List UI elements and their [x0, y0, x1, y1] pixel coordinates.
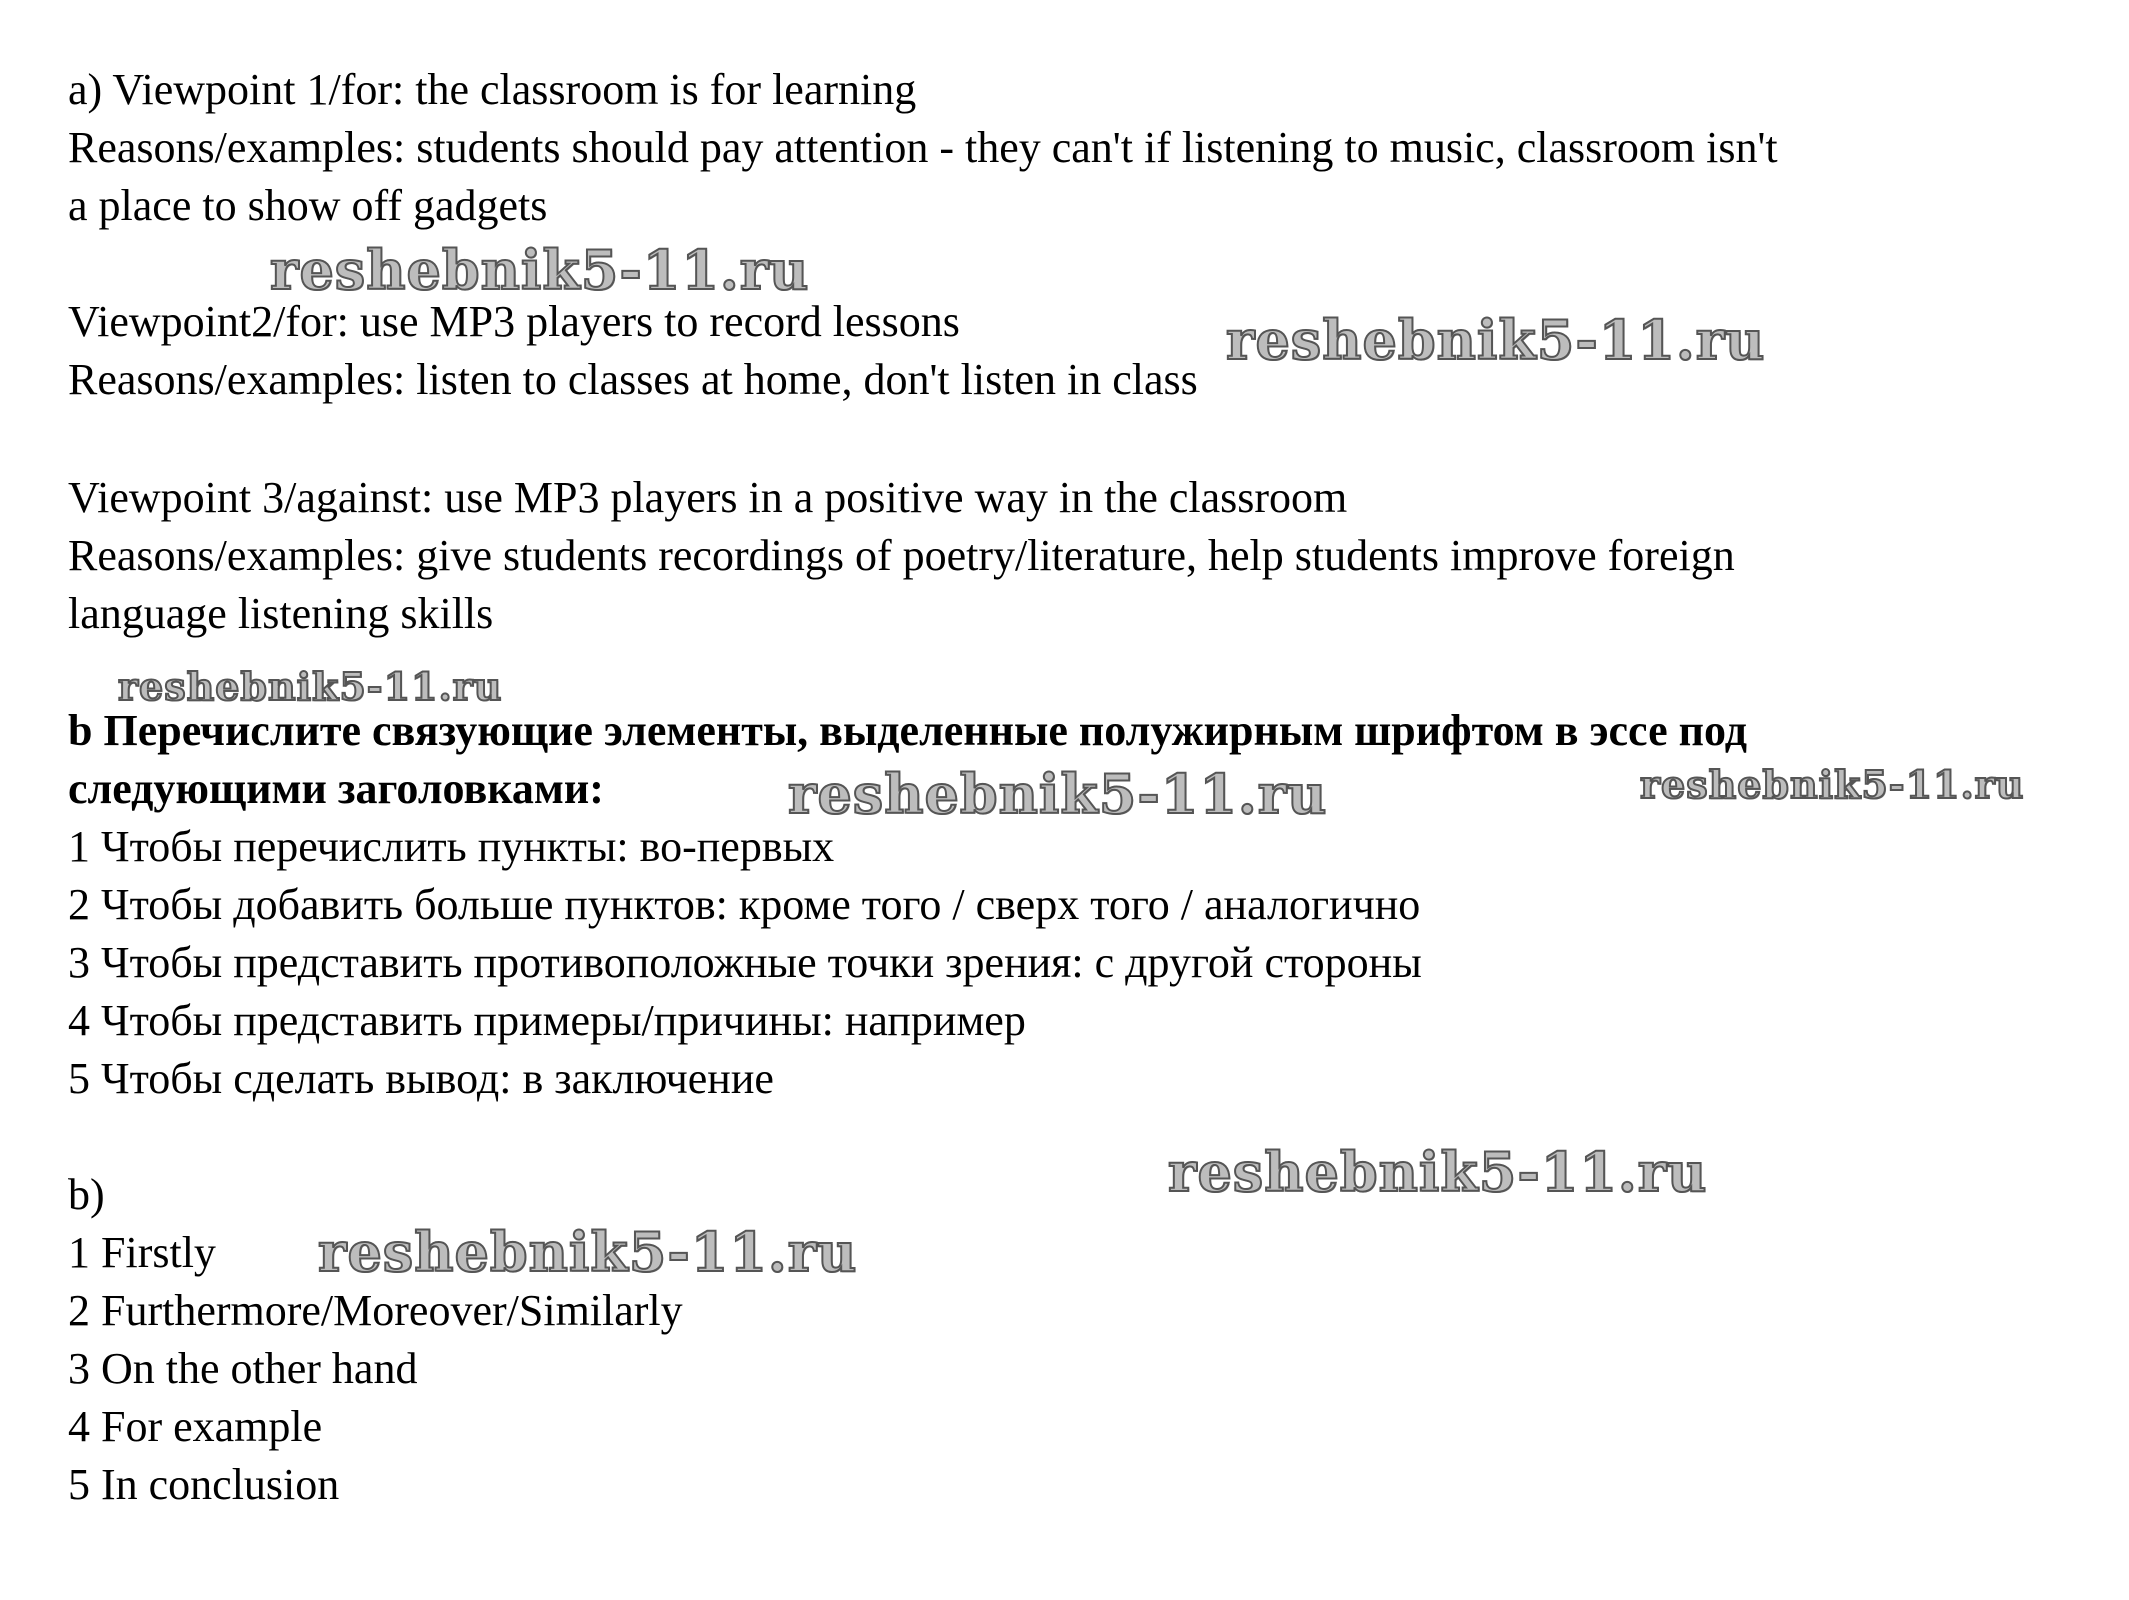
reasons-3-line-1: Reasons/examples: give students recordings of poetry/literature, help students improve foreign — [68, 531, 1735, 580]
en-item: 5 In conclusion — [68, 1460, 340, 1509]
reasons-1-line-1: Reasons/examples: students should pay attention - they can't if listening to music, classroom isn't — [68, 123, 1778, 172]
ru-item: 2 Чтобы добавить больше пунктов: кроме того / сверх того / аналогично — [68, 880, 1421, 929]
viewpoint-1: a) Viewpoint 1/for: the classroom is for learning — [68, 65, 917, 114]
ru-heading-line-1: b Перечислите связующие элементы, выделенные полужирным шрифтом в эссе под — [68, 706, 1747, 755]
watermark: reshebnik5-11.ru — [1226, 308, 1766, 372]
viewpoint-3: Viewpoint 3/against: use MP3 players in a positive way in the classroom — [68, 473, 1348, 522]
reasons-2: Reasons/examples: listen to classes at home, don't listen in class — [68, 355, 1198, 404]
watermark: reshebnik5-11.ru — [1168, 1140, 1708, 1204]
ru-heading-line-2: следующими заголовками: — [68, 764, 604, 813]
ru-item: 5 Чтобы сделать вывод: в заключение — [68, 1054, 774, 1103]
ru-item: 4 Чтобы представить примеры/причины: например — [68, 996, 1026, 1045]
b-label: b) — [68, 1170, 105, 1219]
en-item: 1 Firstly — [68, 1228, 216, 1277]
watermark: reshebnik5-11.ru — [1640, 762, 2025, 807]
reasons-3-line-2: language listening skills — [68, 589, 494, 638]
reasons-1-line-2: a place to show off gadgets — [68, 181, 548, 230]
watermark: reshebnik5-11.ru — [270, 238, 810, 302]
watermark: reshebnik5-11.ru — [318, 1220, 858, 1284]
en-item: 2 Furthermore/Moreover/Similarly — [68, 1286, 683, 1335]
viewpoint-2: Viewpoint2/for: use MP3 players to record lessons — [68, 297, 960, 346]
en-item: 3 On the other hand — [68, 1344, 418, 1393]
ru-item: 3 Чтобы представить противоположные точки зрения: с другой стороны — [68, 938, 1422, 987]
watermark: reshebnik5-11.ru — [118, 664, 503, 709]
watermark: reshebnik5-11.ru — [788, 762, 1328, 826]
ru-item: 1 Чтобы перечислить пункты: во-первых — [68, 822, 835, 871]
en-item: 4 For example — [68, 1402, 323, 1451]
